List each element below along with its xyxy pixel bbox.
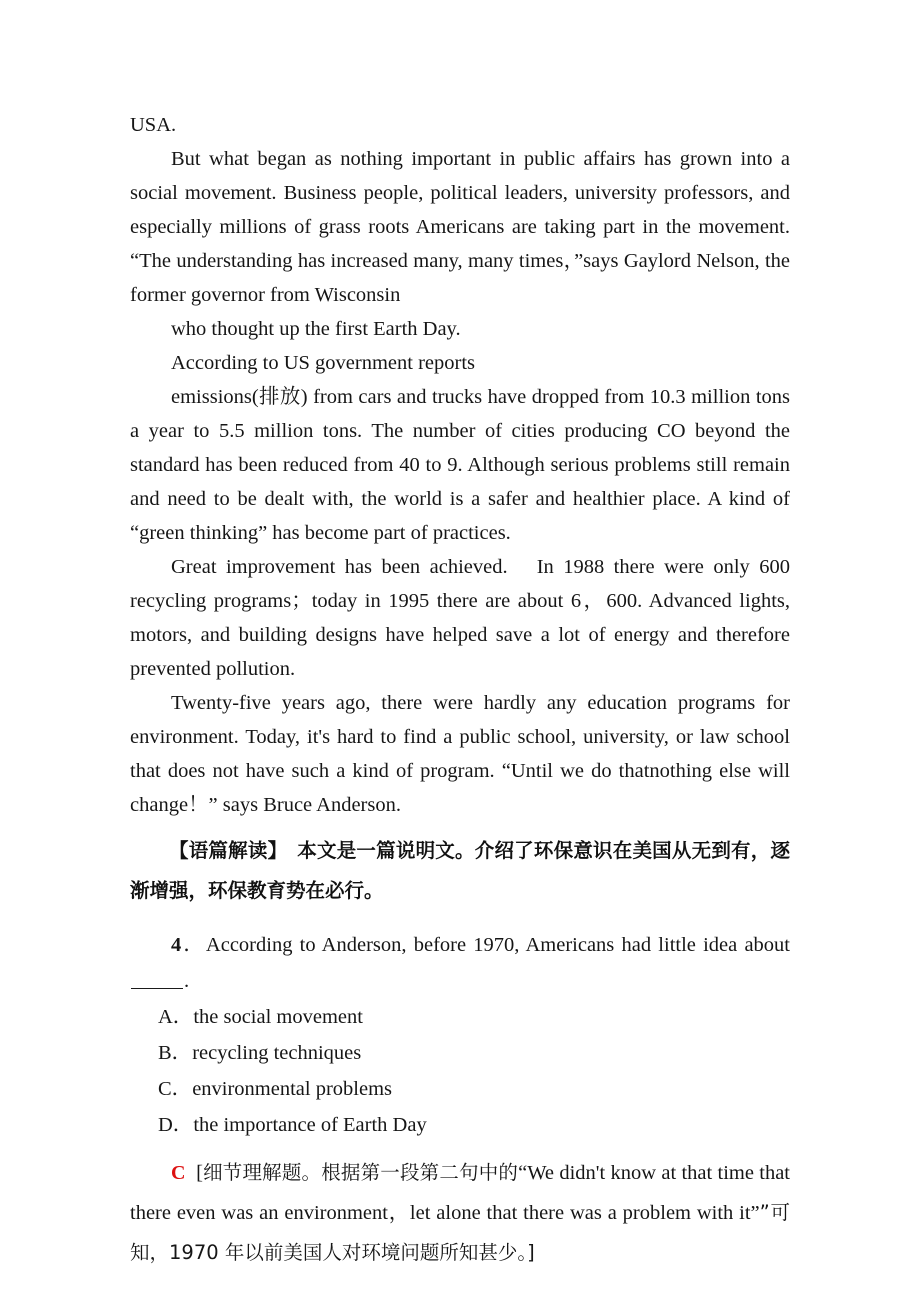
option-d-text: the importance of Earth Day	[193, 1114, 427, 1136]
question-number: 4	[171, 934, 182, 956]
question-stem	[130, 911, 790, 999]
option-b-text: recycling techniques	[192, 1042, 362, 1064]
document-page	[130, 0, 790, 1302]
explanation-block	[130, 1143, 790, 1273]
option-c-text: environmental problems	[192, 1078, 393, 1100]
question-stem-tail: .	[184, 970, 190, 992]
option-b-letter: B．	[158, 1042, 193, 1064]
options-list	[130, 999, 790, 1143]
question-stem-text: According to Anderson, before 1970, Americans had little idea about	[205, 934, 790, 956]
question-number-separator: ．	[181, 934, 206, 956]
option-a-letter: A．	[158, 1006, 194, 1028]
option-a[interactable]	[130, 999, 790, 1035]
option-d[interactable]	[130, 1107, 790, 1143]
passage-line-earthday: who thought up the first Earth Day.	[171, 318, 461, 340]
explanation-cn-tail: ”可知，1970 年以前美国人对环境问题所知甚少。]	[130, 1201, 790, 1264]
analysis-block	[130, 822, 790, 911]
analysis-text: 本文是一篇说明文。介绍了环保意识在美国从无到有，逐渐增强，环保教育势在必行。	[130, 839, 790, 902]
explanation-open-bracket: [	[196, 1162, 203, 1184]
explanation-quote: “We didn't know at that time that there even was an environment，let alone that there was a problem with it”	[130, 1162, 790, 1224]
option-d-letter: D．	[158, 1114, 194, 1136]
analysis-label: 【语篇解读】	[169, 839, 278, 862]
option-c-letter: C．	[158, 1078, 193, 1100]
answer-letter: C	[171, 1162, 186, 1184]
explanation-cn-lead: 细节理解题。根据第一段第二句中的	[202, 1161, 519, 1184]
option-b[interactable]	[130, 1035, 790, 1071]
passage-line-usa: USA.	[130, 114, 177, 136]
answer-blank[interactable]	[131, 988, 183, 989]
option-c[interactable]	[130, 1071, 790, 1107]
passage-paragraph-emissions: emissions(排放) from cars and trucks have dropped from 10.3 million tons a year to 5.5 million tons. The number of cities producing CO beyond the standard has been reduced from 40 to 9. Although serious problems still remain and need to be dealt with, the world is a safer and healthier place. A kind of “green thinking” has become part of practices.	[130, 386, 790, 544]
passage-paragraph-education: Twenty-five years ago, there were hardly any education programs for environment. Today, it's hard to find a public school, university, or law school that does not have such a kind of program. “Until we do thatnothing else will change！” says Bruce Anderson.	[130, 692, 790, 816]
passage-line-reports: According to US government reports	[171, 352, 476, 374]
passage-paragraph-improvement: Great improvement has been achieved. In 1988 there were only 600 recycling programs；today in 1995 there are about 6，600. Advanced lights, motors, and building designs have helped save a lot of energy and therefore prevented pollution.	[130, 556, 790, 680]
option-a-text: the social movement	[193, 1006, 363, 1028]
reading-passage	[130, 0, 790, 822]
passage-paragraph-movement: But what began as nothing important in public affairs has grown into a social movement. Business people, political leaders, university professors, and especially millions of grass roots Americans are taking part in the movement. “The understanding has increased many, many times，”says Gaylord Nelson, the former governor from Wisconsin	[130, 148, 790, 306]
